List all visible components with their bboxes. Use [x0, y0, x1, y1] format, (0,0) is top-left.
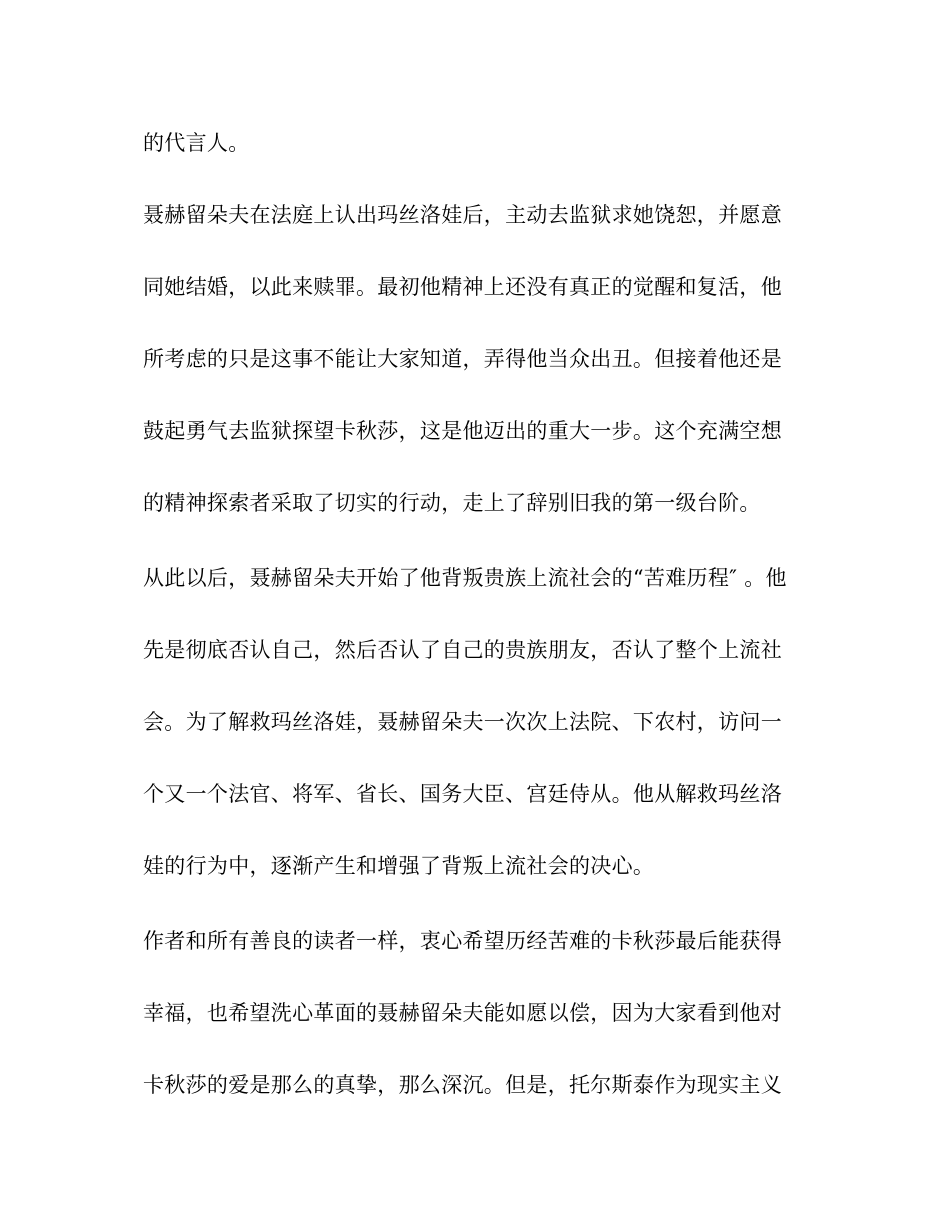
text-line: 聂赫留朵夫在法庭上认出玛丝洛娃后，主动去监狱求她饶恕，并愿意 — [143, 203, 782, 227]
text-line: 作者和所有善良的读者一样，衷心希望历经苦难的卡秋莎最后能获得 — [143, 929, 782, 953]
text-line: 鼓起勇气去监狱探望卡秋莎，这是他迈出的重大一步。这个充满空想 — [143, 419, 782, 443]
text-line: 个又一个法官、将军、省长、国务大臣、宫廷侍从。他从解救玛丝洛 — [143, 782, 782, 806]
text-line: 会。为了解救玛丝洛娃，聂赫留朵夫一次次上法院、下农村，访问一 — [143, 710, 782, 734]
text-line: 从此以后，聂赫留朵夫开始了他背叛贵族上流社会的“苦难历程″ 。他 — [143, 566, 787, 590]
text-line: 的精神探索者采取了切实的行动，走上了辞别旧我的第一级台阶。 — [143, 491, 761, 515]
text-line: 娃的行为中，逐渐产生和增强了背叛上流社会的决心。 — [143, 854, 655, 878]
text-line: 的代言人。 — [143, 131, 250, 155]
text-line: 同她结婚，以此来赎罪。最初他精神上还没有真正的觉醒和复活，他 — [143, 275, 782, 299]
text-line: 幸福，也希望洗心革面的聂赫留朵夫能如愿以偿，因为大家看到他对 — [143, 1001, 782, 1025]
text-line: 所考虑的只是这事不能让大家知道，弄得他当众出丑。但接着他还是 — [143, 347, 782, 371]
text-line: 卡秋莎的爱是那么的真挚，那么深沉。但是，托尔斯泰作为现实主义 — [143, 1073, 782, 1097]
text-line: 先是彻底否认自己，然后否认了自己的贵族朋友，否认了整个上流社 — [143, 638, 782, 662]
